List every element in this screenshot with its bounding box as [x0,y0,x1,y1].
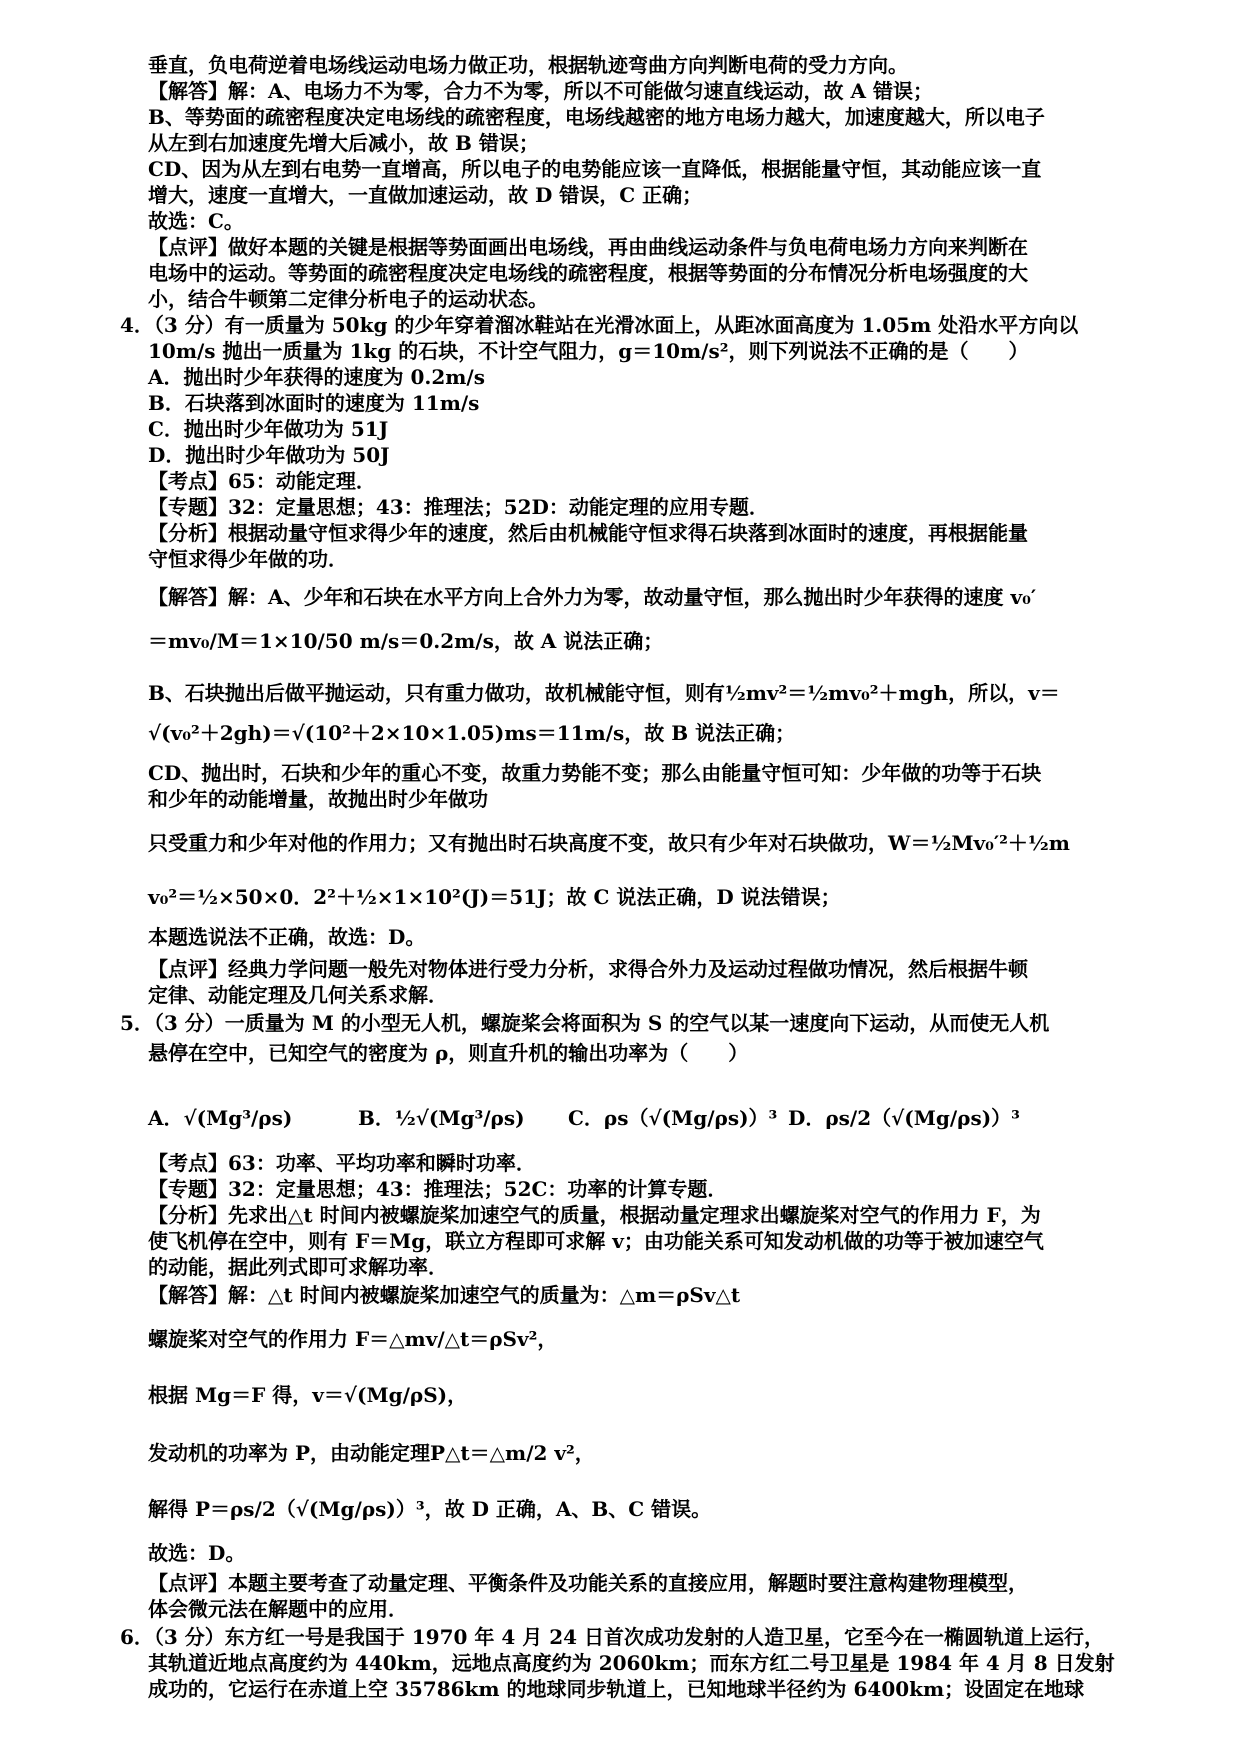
text-line: 【解答】解：A、电场力不为零，合力不为零，所以不可能做匀速直线运动，故 A 错误； [148,79,933,103]
text-line: 从左到右加速度先增大后减小，故 B 错误； [148,131,539,155]
option-b: B．½√(Mg³/ρs) [358,1106,525,1130]
text-line: 【点评】本题主要考查了动量定理、平衡条件及功能关系的直接应用，解题时要注意构建物理模型， [148,1571,1028,1595]
text-line: 和少年的动能增量，故抛出时少年做功 [148,787,488,811]
option-a: A．√(Mg³/ρs) [148,1106,293,1130]
formula-line: √(v₀²＋2gh)＝√(10²＋2×10×1.05)ms＝11m/s，故 B 说法正确； [148,721,796,745]
option-c: C．抛出时少年做功为 51J [148,417,389,441]
text-line: 故选：D。 [148,1541,246,1565]
text-line: 【专题】32：定量思想；43：推理法；52D：动能定理的应用专题． [148,495,769,519]
formula-line: 只受重力和少年对他的作用力；又有抛出时石块高度不变，故只有少年对石块做功，W＝½Mv₀′²＋½m [148,831,1070,855]
text-line: 【考点】65：动能定理． [148,469,376,493]
text-line: 垂直，负电荷逆着电场线运动电场力做正功，根据轨迹弯曲方向判断电荷的受力方向。 [148,53,908,77]
text-line: 使飞机停在空中，则有 F＝Mg，联立方程即可求解 v；由功能关系可知发动机做的功等于被加速空气 [148,1229,1044,1253]
text-line: 故选：C。 [148,209,244,233]
question-6-stem: 成功的，它运行在赤道上空 35786km 的地球同步轨道上，已知地球半径约为 6400km；设固定在地球 [148,1677,1085,1701]
text-line: 本题选说法不正确，故选：D。 [148,925,426,949]
option-d: D．ρs/2（√(Mg/ρs)）³ [788,1106,1020,1130]
question-6-stem: 6．（3 分）东方红一号是我国于 1970 年 4 月 24 日首次成功发射的人造卫星，它至今在一椭圆轨道上运行， [120,1625,1104,1649]
question-5-stem: 5．（3 分）一质量为 M 的小型无人机，螺旋桨会将面积为 S 的空气以某一速度向下运动，从而使无人机 [120,1011,1050,1035]
text-line: 【分析】先求出△t 时间内被螺旋桨加速空气的质量，根据动量定理求出螺旋桨对空气的作用力 F，为 [148,1203,1041,1227]
formula-line: v₀²＝½×50×0．2²＋½×1×10²(J)＝51J；故 C 说法正确，D 说法错误； [148,885,841,909]
text-line: 守恒求得少年做的功． [148,547,348,571]
text-line: 【解答】解：△t 时间内被螺旋桨加速空气的质量为：△m＝ρSv△t [148,1283,741,1307]
text-line: 定律、动能定理及几何关系求解． [148,983,448,1007]
text-line: 电场中的运动。等势面的疏密程度决定电场线的疏密程度，根据等势面的分布情况分析电场强度的大 [148,261,1028,285]
formula-line: ＝mv₀/M＝1×10/50 m/s＝0.2m/s，故 A 说法正确； [148,629,664,653]
question-4-stem: 4．（3 分）有一质量为 50kg 的少年穿着溜冰鞋站在光滑冰面上，从距冰面高度为 1.05m 处沿水平方向以 [120,313,1079,337]
question-4-stem: 10m/s 抛出一质量为 1kg 的石块，不计空气阻力，g＝10m/s²，则下列说法不正确的是（ ） [148,339,1029,363]
option-c: C．ρs（√(Mg/ρs)）³ [568,1106,778,1130]
text-line: 【点评】经典力学问题一般先对物体进行受力分析，求得合外力及运动过程做功情况，然后根据牛顿 [148,957,1028,981]
option-b: B．石块落到冰面时的速度为 11m/s [148,391,480,415]
option-a: A．抛出时少年获得的速度为 0.2m/s [148,365,486,389]
text-line: 小，结合牛顿第二定律分析电子的运动状态。 [148,287,548,311]
text-line: 【点评】做好本题的关键是根据等势面画出电场线，再由曲线运动条件与负电荷电场力方向来判断在 [148,235,1028,259]
question-5-stem: 悬停在空中，已知空气的密度为 ρ，则直升机的输出功率为（ ） [148,1041,749,1065]
question-6-stem: 其轨道近地点高度约为 440km，远地点高度约为 2060km；而东方红二号卫星是 1984 年 4 月 8 日发射 [148,1651,1115,1675]
text-line: 体会微元法在解题中的应用． [148,1597,408,1621]
text-line: CD、抛出时，石块和少年的重心不变，故重力势能不变；那么由能量守恒可知：少年做的功等于石块 [148,761,1042,785]
text-line: 的动能，据此列式即可求解功率． [148,1255,448,1279]
text-line: 【分析】根据动量守恒求得少年的速度，然后由机械能守恒求得石块落到冰面时的速度，再根据能量 [148,521,1028,545]
text-line: 增大，速度一直增大，一直做加速运动，故 D 错误，C 正确； [148,183,703,207]
formula-line: B、石块抛出后做平抛运动，只有重力做功，故机械能守恒，则有½mv²＝½mv₀²＋mgh，所以，v＝ [148,681,1060,705]
formula-line: 螺旋桨对空气的作用力 F＝△mv/△t＝ρSv²， [148,1327,558,1351]
text-line: 【解答】解：A、少年和石块在水平方向上合外力为零，故动量守恒，那么抛出时少年获得的速度 v₀′ [148,585,1037,609]
text-line: B、等势面的疏密程度决定电场线的疏密程度，电场线越密的地方电场力越大，加速度越大，所以电子 [148,105,1045,129]
text-line: CD、因为从左到右电势一直增高，所以电子的电势能应该一直降低，根据能量守恒，其动能应该一直 [148,157,1042,181]
formula-line: 发动机的功率为 P，由动能定理P△t＝△m/2 v²， [148,1441,595,1465]
text-line: 【专题】32：定量思想；43：推理法；52C：功率的计算专题． [148,1177,728,1201]
option-d: D．抛出时少年做功为 50J [148,443,390,467]
formula-line: 根据 Mg＝F 得，v＝√(Mg/ρS)， [148,1383,468,1407]
formula-line: 解得 P＝ρs/2（√(Mg/ρs)）³，故 D 正确，A、B、C 错误。 [148,1497,712,1521]
text-line: 【考点】63：功率、平均功率和瞬时功率． [148,1151,536,1175]
